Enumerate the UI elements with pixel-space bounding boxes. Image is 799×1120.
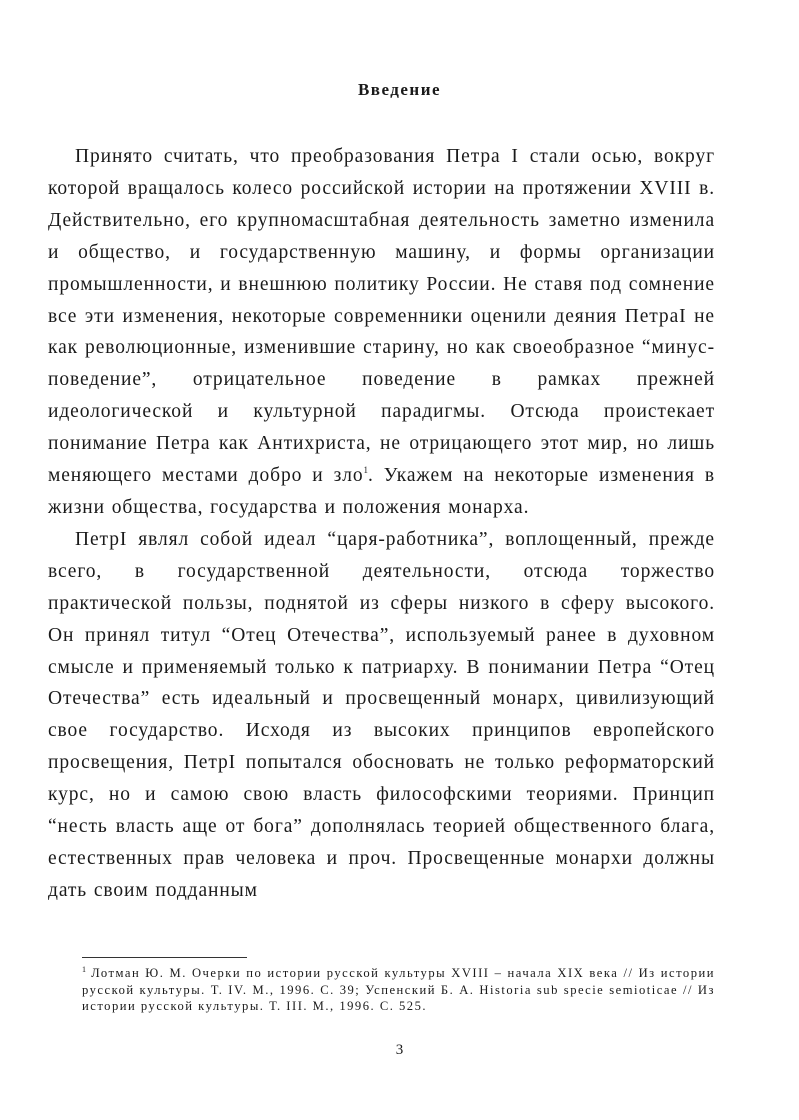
body-text <box>48 141 715 907</box>
footnote-text: Лотман Ю. М. Очерки по истории русской культуры XVIII – начала XIX века // Из истории русской культуры. Т. IV. М., 1996. С. 39; Успенский Б. А. Historia sub specie semioticae // Из истории русской культуры. Т. III. М., 1996. С. 525. <box>82 966 715 1013</box>
page-title: Введение <box>357 80 442 99</box>
paragraph-1-continuation: . Укажем на некоторые изменения в жизни общества, государства и положения монарха. <box>48 465 715 518</box>
paragraph <box>48 141 715 524</box>
paragraph <box>48 524 715 907</box>
footnote-reference[interactable]: 1 <box>363 465 369 476</box>
footnote <box>82 965 715 1015</box>
paragraph-1-text: Принято считать, что преобразования Петра I стали осью, вокруг которой вращалось колесо российской истории на протяжении XVIII в. Действительно, его крупномасштабная деятельность заметно изменила и общество, и государственную машину, и формы организации промышленности, и внешнюю политику России. Не ставя под сомнение все эти изменения, некоторые современники оценили деяния ПетраI не как революционные, изменившие старину, но как своеобразное “минус-поведение”, отрицательное поведение в рамках прежней идеологической и культурной парадигмы. Отсюда проистекает понимание Петра как Антихриста, не отрицающего этот мир, но лишь меняющего местами добро и зло <box>48 146 715 487</box>
page-number: 3 <box>395 1042 404 1058</box>
paragraph-2-text: ПетрI являл собой идеал “царя-работника”, воплощенный, прежде всего, в государственной деятельности, отсюда торжество практической пользы, поднятой из сферы низкого в сферу высокого. Он принял титул “Отец Отечества”, используемый ранее в духовном смысле и применяемый только к патриарху. В понимании Петра “Отец Отечества” есть идеальный и просвещенный монарх, цивилизующий свое государство. Исходя из высоких принципов европейского просвещения, ПетрI попытался обосновать не только реформаторский курс, но и самою свою власть философскими теориями. Принцип “несть власть аще от бога” дополнялась теорией общественного блага, естественных прав человека и проч. Просвещенные монархи должны дать своим подданным <box>48 528 715 901</box>
footnote-marker: 1 <box>82 965 86 974</box>
footnote-divider <box>82 957 247 958</box>
